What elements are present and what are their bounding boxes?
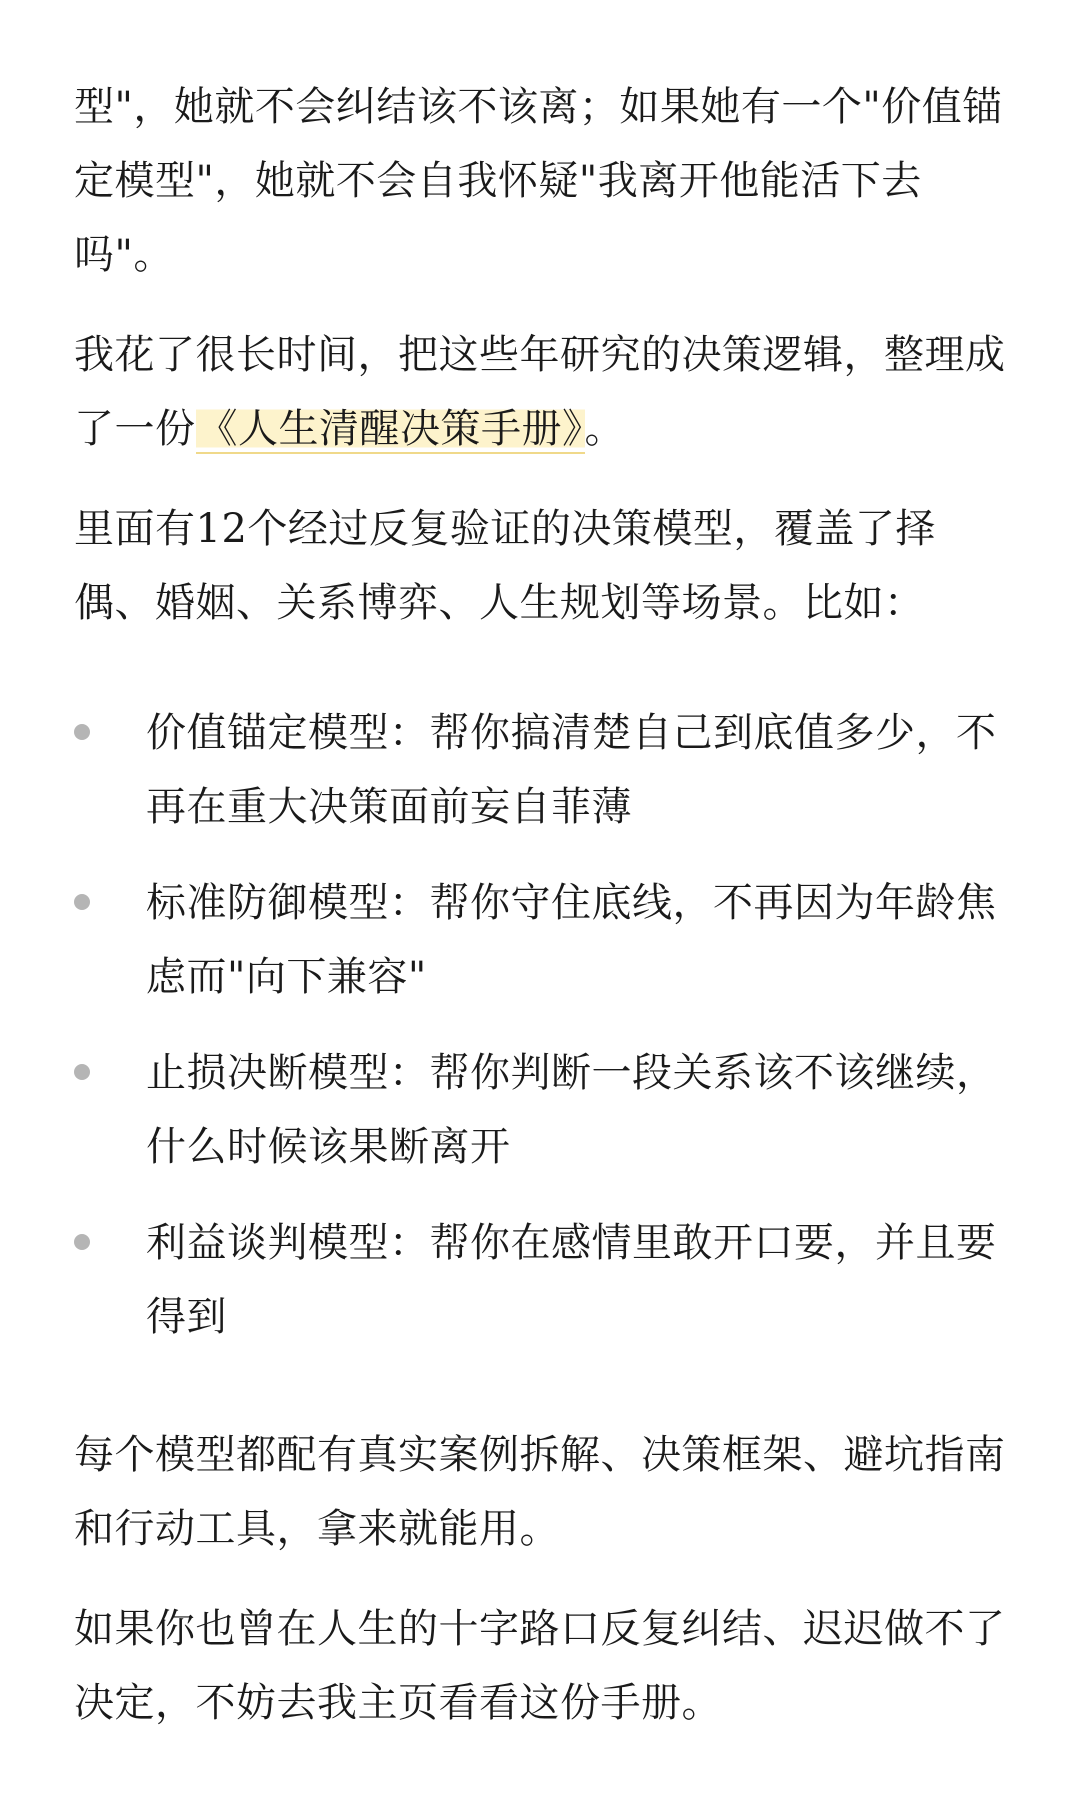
article-body	[74, 70, 1014, 1740]
model-list	[74, 696, 1014, 1354]
list-item	[74, 696, 1014, 844]
list-item-text: 标准防御模型：帮你守住底线，不再因为年龄焦虑而"向下兼容"	[146, 880, 997, 1000]
bullet-icon	[74, 1064, 90, 1080]
paragraph-intro: 型"，她就不会纠结该不该离；如果她有一个"价值锚定模型"，她就不会自我怀疑"我离开他能活下去吗"。	[74, 84, 1003, 278]
bullet-icon	[74, 724, 90, 740]
manual-title-link[interactable]: 《人生清醒决策手册》	[197, 406, 583, 452]
paragraph-cta: 如果你也曾在人生的十字路口反复纠结、迟迟做不了决定，不妨去我主页看看这份手册。	[74, 1606, 1006, 1726]
list-item-text: 利益谈判模型：帮你在感情里敢开口要，并且要得到	[146, 1220, 997, 1340]
bullet-icon	[74, 1234, 90, 1250]
paragraph-manual	[74, 318, 1014, 466]
list-item	[74, 866, 1014, 1014]
list-item	[74, 1036, 1014, 1184]
list-item	[74, 1206, 1014, 1354]
paragraph-manual-suffix: 。	[584, 406, 625, 452]
bullet-icon	[74, 894, 90, 910]
paragraph-manual-prefix: 我花了很长时间，把这些年研究的决策逻辑，整理成了一份	[74, 332, 1006, 452]
paragraph-features: 每个模型都配有真实案例拆解、决策框架、避坑指南和行动工具，拿来就能用。	[74, 1432, 1006, 1552]
list-item-text: 价值锚定模型：帮你搞清楚自己到底值多少，不再在重大决策面前妄自菲薄	[146, 710, 997, 830]
list-item-text: 止损决断模型：帮你判断一段关系该不该继续，什么时候该果断离开	[146, 1050, 997, 1170]
paragraph-models: 里面有12个经过反复验证的决策模型，覆盖了择偶、婚姻、关系博弈、人生规划等场景。比如：	[74, 506, 936, 626]
